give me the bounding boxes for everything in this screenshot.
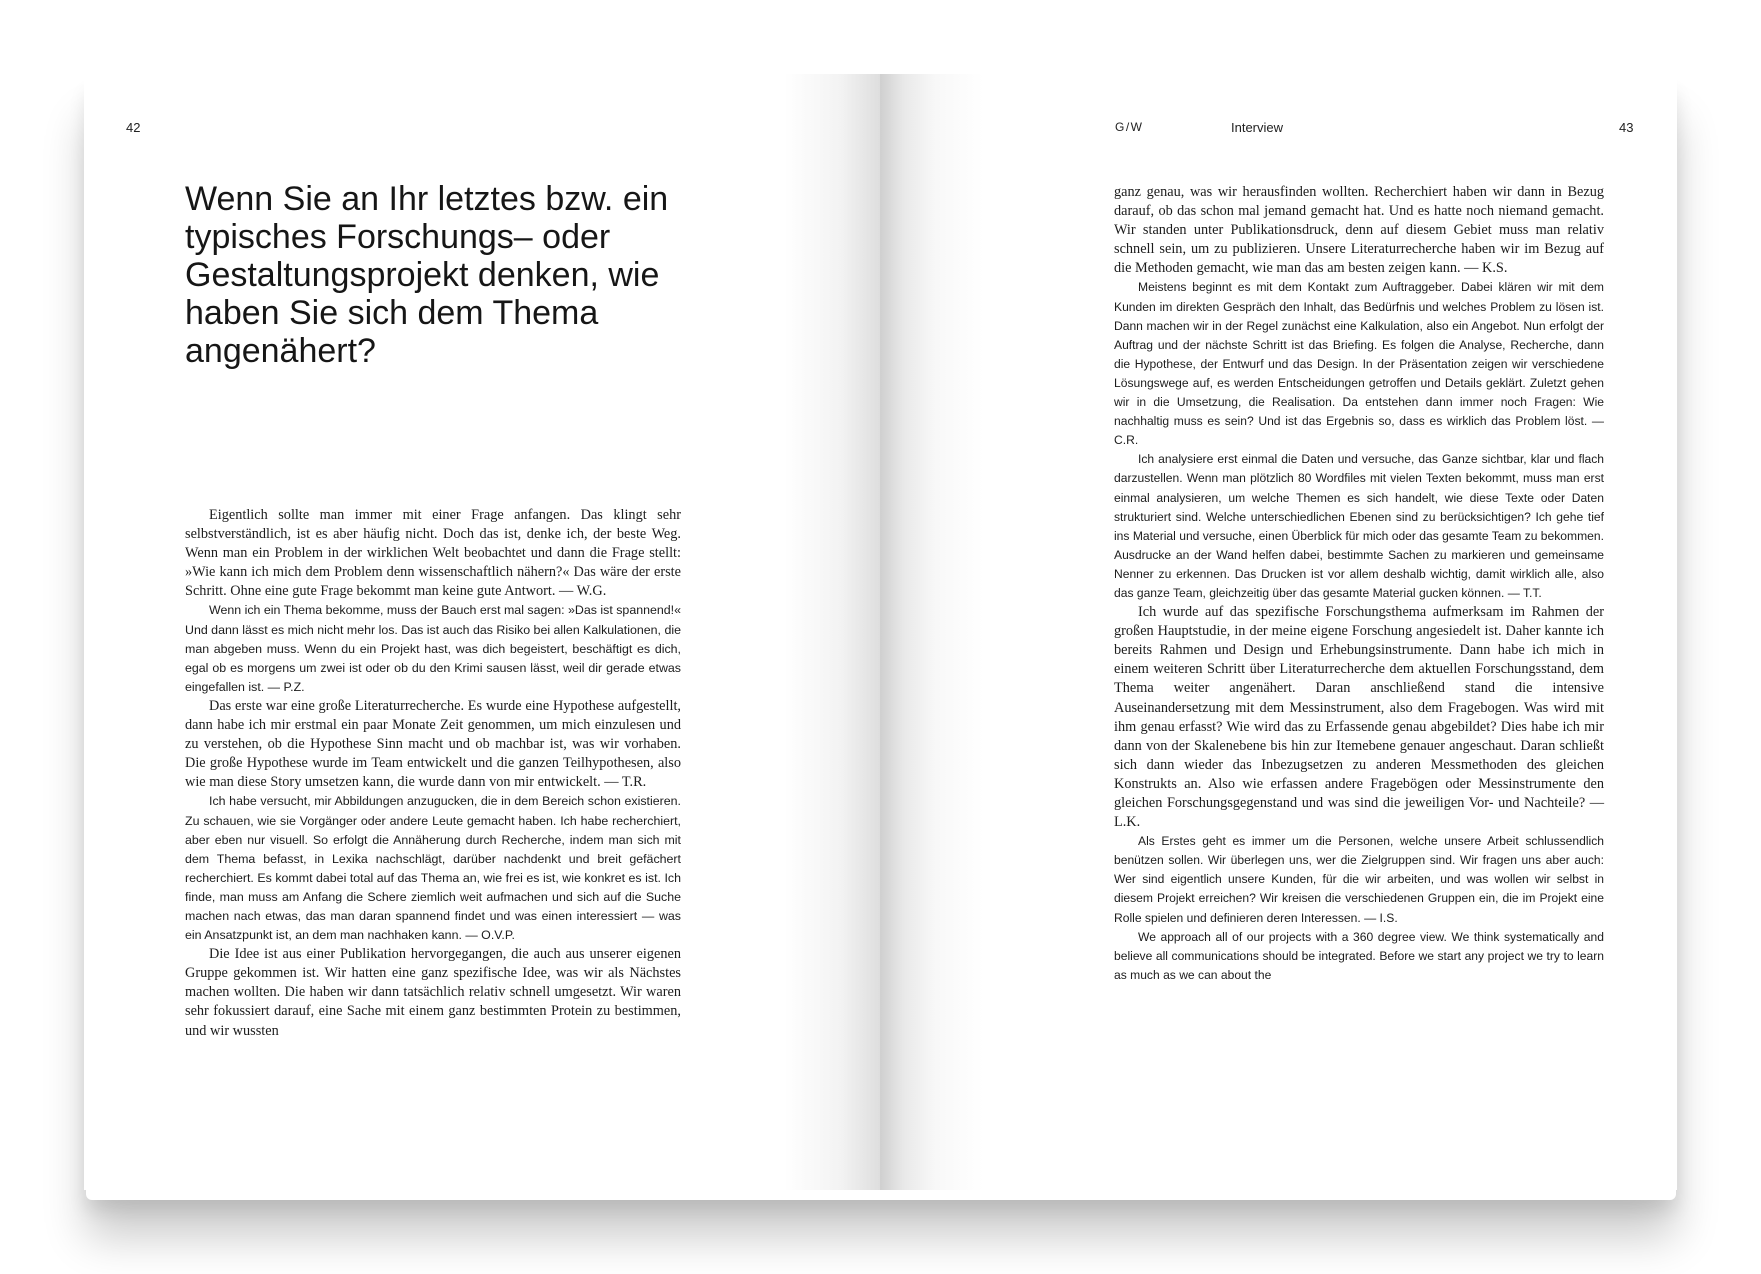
page-number-left: 42 bbox=[126, 120, 141, 135]
left-text-column bbox=[185, 506, 681, 1041]
answer-paragraph: Die Idee ist aus einer Publikation hervorgegangen, die auch aus unserer eigenen Gruppe gekommen ist. Wir hatten eine ganz spezifische Idee, was wir als Nächstes machen wollten. Die haben wir dann tatsächlich relativ schnell umgesetzt. Wir waren sehr fokussiert darauf, eine Sache mit einem ganz bestimmten Protein zu bestimmen, und wir wussten bbox=[185, 946, 681, 1039]
page-number-right: 43 bbox=[1619, 120, 1634, 135]
answer-paragraph: Meistens beginnt es mit dem Kontakt zum Auftraggeber. Dabei klären wir mit dem Kunden im direkten Gespräch den Inhalt, das Bedürfnis und welches Problem zu lösen ist. Dann machen wir in der Regel zunächst eine Kalkulation, also ein Angebot. Nun erfolgt der Auftrag und der nächste Schritt ist das Briefing. Es folgen die Analyse, Recherche, dann die Hypothese, der Entwurf und das Design. In der Präsentation zeigen wir verschiedene Lösungswege auf, es werden Entscheidungen getroffen und Details geklärt. Zuletzt gehen wir in die Umsetzung, die Realisation. Da entstehen dann immer noch Fragen: Wie nachhaltig muss es sein? Und ist das Ergebnis so, dass es wirklich das Problem löst. — C.R. bbox=[1114, 280, 1604, 448]
interview-question: Wenn Sie an Ihr letztes bzw. ein typisches Forschungs– oder Gestaltungsprojekt denken, wie haben Sie sich dem Thema angenähert? bbox=[185, 180, 669, 370]
right-page bbox=[880, 74, 1677, 1190]
running-head-title: Interview bbox=[1231, 120, 1284, 135]
answer-paragraph: Das erste war eine große Literaturrecherche. Es wurde eine Hypothese aufgestellt, dann habe ich mir erstmal ein paar Monate Zeit genommen, um mich einzulesen und zu verstehen, ob die Hypothese Sinn macht und ob machbar ist, was wir vorhaben. Die große Hypothese wurde im Team entwickelt und die ganzen Teilhypothesen, also wie man diese Story umsetzen kann, die wurde dann von mir entwickelt. — T.R. bbox=[185, 697, 681, 791]
answer-paragraph: Eigentlich sollte man immer mit einer Frage anfangen. Das klingt sehr selbstverständlich, ist es aber häufig nicht. Doch das ist, denke ich, der beste Weg. Wenn man ein Problem in der wirklichen Welt beobachtet und dann die Frage stellt: »Wie kann ich mich dem Problem denn wissenschaftlich nähern?« Das wäre der erste Schritt. Ohne eine gute Frage bekommt man keine gute Antwort. — W.G. bbox=[185, 507, 681, 600]
answer-paragraph: Ich analysiere erst einmal die Daten und versuche, das Ganze sichtbar, klar und flach darzustellen. Wenn man plötzlich 80 Wordfiles mit vielen Texten bekommt, muss man erst einmal analysieren, um welche Themen es sich handelt, wie diese Texte oder Daten strukturiert sind. Welche unterschiedlichen Ebenen sind zu berücksichtigen? Ich gehe tief ins Material und versuche, einen Überblick für mich oder das gesamte Team zu bekommen. Ausdrucke an der Wand helfen dabei, bestimmte Sachen zu markieren und gemeinsame Nenner zu erkennen. Das Drucken ist vor allem deshalb wichtig, damit wirklich alle, also das ganze Team, gleichzeitig über das gesamte Material gucken können. — T.T. bbox=[1114, 452, 1604, 600]
answer-paragraph: Ich habe versucht, mir Abbildungen anzugucken, die in dem Bereich schon existieren. Zu schauen, wie sie Vorgänger oder andere Leute gemacht haben. Ich habe recherchiert, aber eben nur visuell. So erfolgt die Annäherung durch Recherche, indem man sich mit dem Thema befasst, in Lexika nachschlägt, darüber nachdenkt und breit gefächert recherchiert. Es kommt dabei total auf das Thema an, wie frei es ist, wie konkret es ist. Ich finde, man muss am Anfang die Schere ziemlich weit aufmachen und sich auf die Suche machen nach etwas, das man daran spannend findet und was einen interessiert — was ein Ansatzpunkt ist, an dem man nachhaken kann. — O.V.P. bbox=[185, 794, 681, 943]
left-page bbox=[84, 74, 880, 1190]
answer-paragraph: We approach all of our projects with a 360 degree view. We think systematically and believe all communications should be integrated. Before we start any project we try to learn as much as we can about the bbox=[1114, 929, 1604, 982]
right-text-column bbox=[1114, 183, 1604, 985]
answer-paragraph: Wenn ich ein Thema bekomme, muss der Bauch erst mal sagen: »Das ist spannend!« Und dann lässt es mich nicht mehr los. Das ist auch das Risiko bei allen Kalkulationen, die man abgeben muss. Wenn du ein Projekt hast, was dich begeistert, beschäftigt es dich, egal ob es morgens um zwei ist oder ob du den Krimi sausen lässt, weil dir gerade etwas eingefallen ist. — P.Z. bbox=[185, 603, 682, 694]
answer-paragraph: Ich wurde auf das spezifische Forschungsthema aufmerksam im Rahmen der großen Hauptstudie, in der meine eigene Forschung angesiedelt ist. Daher kannte ich bereits Rahmen und Design und Erhebungsinstrumente. Dann habe ich mich in einem weiteren Schritt über Literaturrecherche dem aktuellen Forschungsstand, dem Thema weiter angenähert. Daran anschließend stand die intensive Auseinandersetzung mit dem Messinstrument, also dem Fragebogen. Was wird mit ihm genau erfasst? Wie wird das zu Erfassende genau abgebildet? Dies habe ich mir dann von der Skalenebene bis hin zur Itemebene genauer angeschaut. Daran schließt sich dann wieder das Inbezugsetzen zu anderen Messmethoden des gleichen Konstrukts an. Also wie erfassen andere Fragebögen oder Messinstrumente den gleichen Forschungsgegenstand und was sind die jeweiligen Vor- und Nachteile? — L.K. bbox=[1114, 604, 1604, 831]
answer-paragraph: Als Erstes geht es immer um die Personen, welche unsere Arbeit schlussendlich benützen sollen. Wir überlegen uns, wer die Zielgruppen sind. Wir fragen uns aber auch: Wer sind eigentlich unsere Kunden, für die wir arbeiten, und was wollen wir selbst in diesem Projekt erreichen? Wir kreisen die verschiedenen Gruppen ein, die im Projekt eine Rolle spielen und definieren deren Interessen. — I.S. bbox=[1114, 834, 1604, 925]
answer-paragraph: ganz genau, was wir herausfinden wollten. Recherchiert haben wir dann in Bezug darauf, ob das schon mal jemand gemacht hat. Und es hatte noch niemand gemacht. Wir standen unter Publikationsdruck, denn auf diesem Gebiet muss man relativ schnell sein, um zu publizieren. Unsere Literaturrecherche haben wir im Bezug auf die Methoden gemacht, wie man das am besten zeigen kann. — K.S. bbox=[1114, 184, 1604, 277]
running-head-gw: G/W bbox=[1115, 120, 1144, 134]
